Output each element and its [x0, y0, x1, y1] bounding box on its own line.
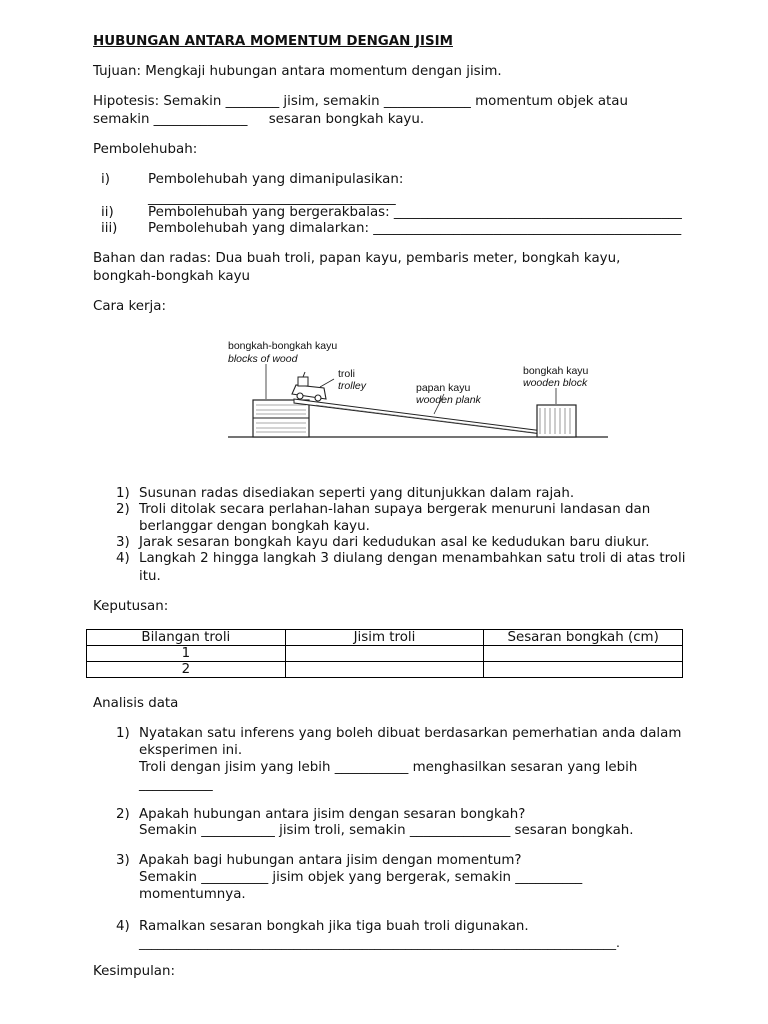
table-header-cell: Jisim troli: [285, 630, 484, 646]
question-num-1: 1): [116, 726, 130, 741]
plank-label: papan kayu: [416, 382, 471, 394]
table-header-cell: Sesaran bongkah (cm): [484, 630, 683, 646]
table-cell[interactable]: [484, 662, 683, 678]
block-label: bongkah kayu: [523, 365, 589, 377]
question-2-line-2: Semakin ___________ jisim troli, semakin _______________ sesaran bongkah.: [139, 823, 634, 838]
question-num-2: 2): [116, 807, 130, 822]
results-table: [86, 629, 683, 678]
hypothesis-line-1: Hipotesis: Semakin ________ jisim, semakin _____________ momentum objek atau: [93, 94, 628, 109]
objective-text: Tujuan: Mengkaji hubungan antara momentum dengan jisim.: [93, 64, 502, 79]
step-2-text-line-1: Troli ditolak secara perlahan-lahan supaya bergerak menuruni landasan dan: [139, 502, 651, 517]
variable-num-3: iii): [101, 221, 118, 236]
step-4-text-line-2: itu.: [139, 569, 161, 584]
table-cell[interactable]: [484, 646, 683, 662]
step-num-2: 2): [116, 502, 130, 517]
step-1-text: Susunan radas disediakan seperti yang ditunjukkan dalam rajah.: [139, 486, 575, 501]
hypothesis-line-2: semakin ______________ sesaran bongkah kayu.: [93, 112, 425, 127]
analysis-heading: Analisis data: [93, 696, 179, 711]
blocks-label: bongkah-bongkah kayu: [228, 340, 338, 352]
step-num-1: 1): [116, 486, 130, 501]
table-cell: 2: [87, 662, 286, 678]
conclusion-heading: Kesimpulan:: [93, 964, 176, 979]
step-3-text: Jarak sesaran bongkah kayu dari kedudukan asal ke kedudukan baru diukur.: [139, 535, 650, 550]
question-1-line-2: eksperimen ini.: [139, 743, 243, 758]
step-4-text-line-1: Langkah 2 hingga langkah 3 diulang dengan menambahkan satu troli di atas troli: [139, 551, 686, 566]
question-num-4: 4): [116, 919, 130, 934]
question-3-line-2: Semakin __________ jisim objek yang bergerak, semakin __________: [139, 870, 583, 885]
plank-label-en: wooden plank: [416, 394, 481, 406]
table-header-cell: Bilangan troli: [87, 630, 286, 646]
results-heading: Keputusan:: [93, 599, 169, 614]
table-cell[interactable]: [285, 662, 484, 678]
question-4-line-1: Ramalkan sesaran bongkah jika tiga buah troli digunakan.: [139, 919, 529, 934]
variable-num-1: i): [101, 172, 110, 187]
materials-line-2: bongkah-bongkah kayu: [93, 269, 251, 284]
trolley-label: troli: [338, 368, 355, 380]
constant-variable-line: Pembolehubah yang dimalarkan: ______________________________________________: [148, 221, 682, 236]
table-header-row: [87, 630, 683, 646]
apparatus-diagram: [226, 330, 611, 445]
page-title: HUBUNGAN ANTARA MOMENTUM DENGAN JISIM: [93, 34, 453, 49]
step-2-text-line-2: berlanggar dengan bongkah kayu.: [139, 519, 370, 534]
question-1-line-1: Nyatakan satu inferens yang boleh dibuat berdasarkan pemerhatian anda dalam: [139, 726, 682, 741]
table-cell[interactable]: [285, 646, 484, 662]
question-1-line-4: ___________: [139, 777, 213, 792]
procedure-heading: Cara kerja:: [93, 299, 166, 314]
table-row: [87, 646, 683, 662]
question-1-line-3: Troli dengan jisim yang lebih ___________ menghasilkan sesaran yang lebih: [139, 760, 638, 775]
table-cell: 1: [87, 646, 286, 662]
materials-line-1: Bahan dan radas: Dua buah troli, papan kayu, pembaris meter, bongkah kayu,: [93, 251, 621, 266]
manipulated-variable-label: Pembolehubah yang dimanipulasikan:: [148, 172, 404, 187]
wooden-block: [537, 405, 576, 437]
variable-num-2: ii): [101, 205, 114, 220]
variables-heading: Pembolehubah:: [93, 142, 198, 157]
step-num-4: 4): [116, 551, 130, 566]
block-label-en: wooden block: [523, 377, 588, 389]
blocks-label-en: blocks of wood: [228, 353, 298, 365]
manipulated-variable-blank: _____________________________________: [148, 191, 396, 206]
question-3-line-1: Apakah bagi hubungan antara jisim dengan momentum?: [139, 853, 522, 868]
blocks-of-wood-stack: [253, 400, 309, 437]
trolley-label-en: trolley: [338, 380, 367, 392]
question-4-answer-line: _____________________________________________________________________________.: [139, 935, 620, 950]
responding-variable-line: Pembolehubah yang bergerakbalas: ___________________________________________: [148, 205, 682, 220]
step-num-3: 3): [116, 535, 130, 550]
question-num-3: 3): [116, 853, 130, 868]
table-row: [87, 662, 683, 678]
question-2-line-1: Apakah hubungan antara jisim dengan sesaran bongkah?: [139, 807, 526, 822]
question-3-line-3: momentumnya.: [139, 887, 246, 902]
